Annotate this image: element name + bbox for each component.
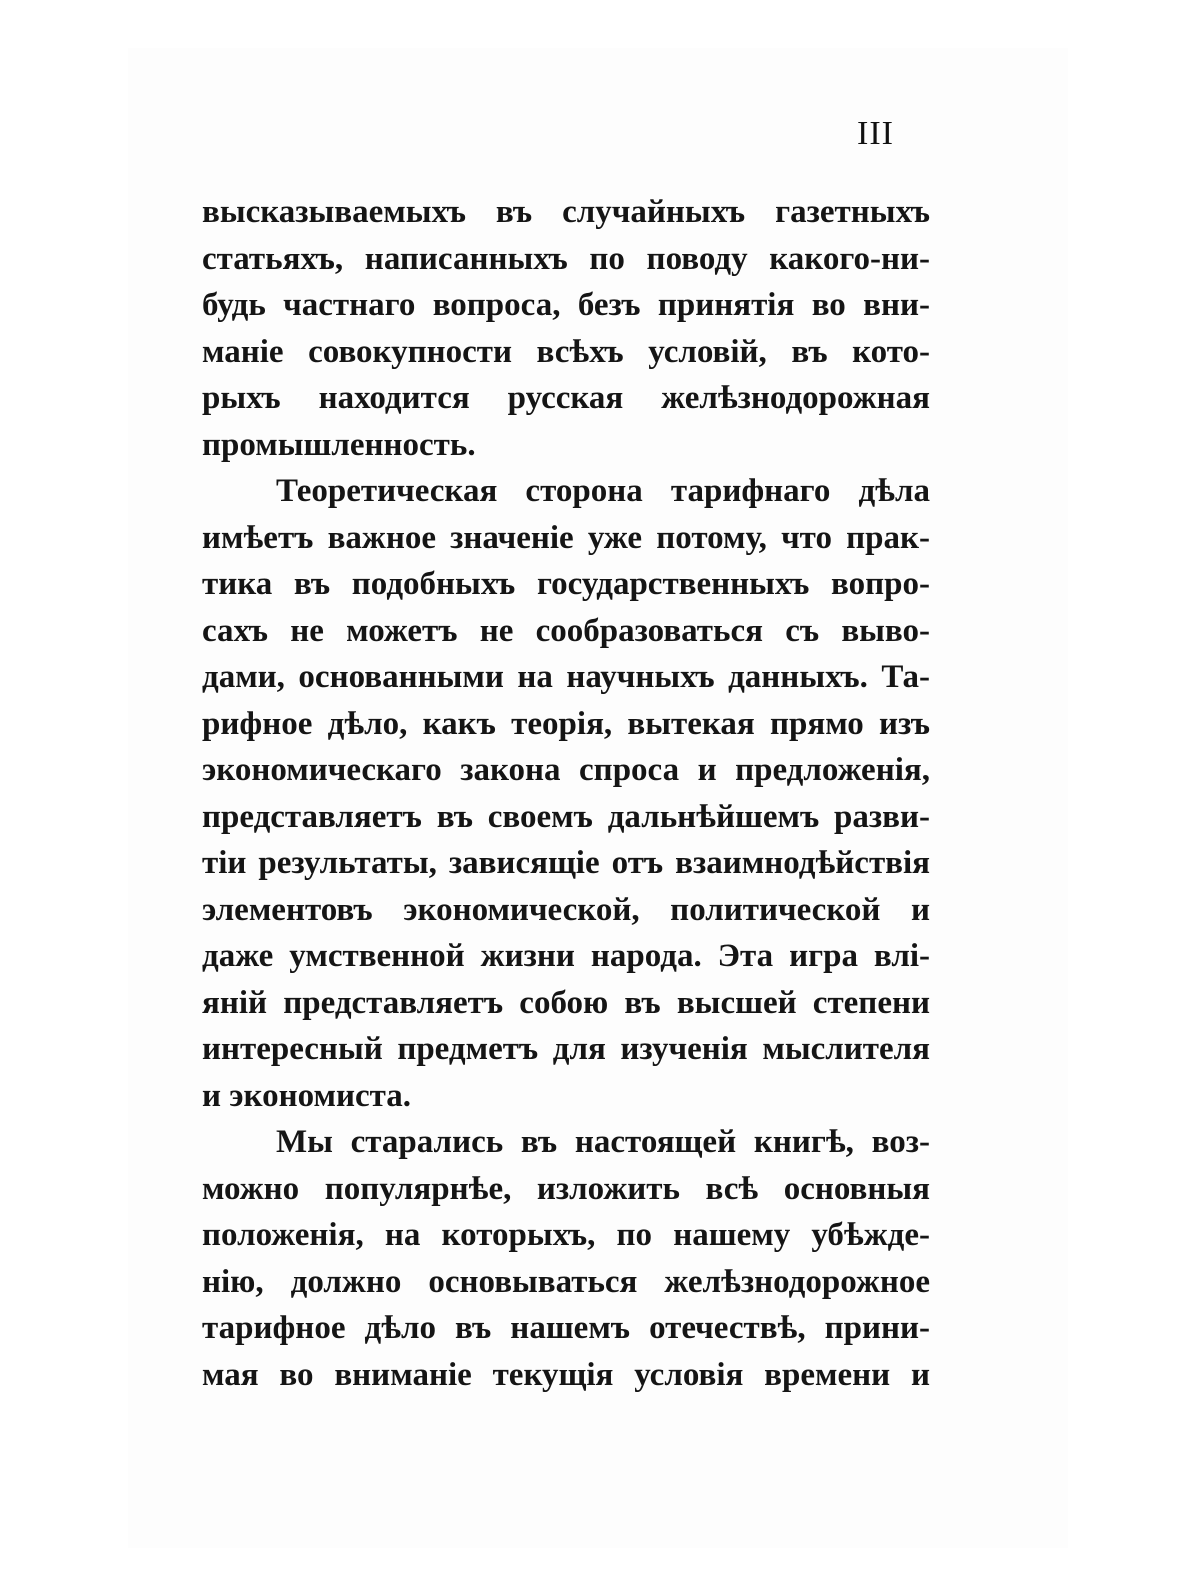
text-line: рыхъ находится русская желѣзнодорожная	[202, 380, 930, 416]
text-line: экономическаго закона спроса и предложенія,	[202, 752, 930, 788]
text-line: Теоретическая сторона тарифнаго дѣла	[276, 473, 930, 509]
text-line: статьяхъ, написанныхъ по поводу какого-ни-	[202, 240, 930, 277]
paragraph-2	[202, 468, 930, 1119]
text-line: яній представляетъ собою въ высшей степени	[202, 984, 930, 1021]
paragraph-3	[202, 1119, 930, 1398]
text-line: нію, должно основываться желѣзнодорожное	[202, 1263, 930, 1300]
text-line: элементовъ экономической, политической и	[202, 891, 930, 928]
text-line: тарифное дѣло въ нашемъ отечествѣ, прини-	[202, 1310, 930, 1346]
text-line: представляетъ въ своемъ дальнѣйшемъ разви-	[202, 798, 930, 835]
text-line: положенія, на которыхъ, по нашему убѣжде-	[202, 1217, 930, 1253]
text-line: рифное дѣло, какъ теорія, вытекая прямо изъ	[202, 705, 930, 742]
text-line: мая во вниманіе текущія условія времени и	[202, 1356, 930, 1393]
paragraph-1	[202, 189, 930, 468]
page-number: III	[857, 115, 894, 152]
text-line: даже умственной жизни народа. Эта игра влі-	[202, 938, 930, 974]
text-body	[202, 189, 930, 1398]
text-line: будь частнаго вопроса, безъ принятія во вни-	[202, 287, 930, 323]
text-line: тіи результаты, зависящіе отъ взаимнодѣйствія	[202, 845, 930, 881]
text-line: маніе совокупности всѣхъ условій, въ кото-	[202, 333, 930, 370]
text-line: интересный предметъ для изученія мыслителя	[202, 1031, 930, 1067]
text-line: и экономиста.	[202, 1077, 411, 1114]
text-line: имѣетъ важное значеніе уже потому, что прак-	[202, 519, 930, 556]
text-line: промышленность.	[202, 426, 476, 463]
text-line: дами, основанными на научныхъ данныхъ. Та-	[202, 659, 930, 695]
text-line: сахъ не можетъ не сообразоваться съ выво-	[202, 612, 930, 649]
text-line: высказываемыхъ въ случайныхъ газетныхъ	[202, 194, 930, 230]
text-line: Мы старались въ настоящей книгѣ, воз-	[276, 1124, 930, 1160]
text-line: тика въ подобныхъ государственныхъ вопро-	[202, 566, 930, 602]
text-line: можно популярнѣе, изложить всѣ основныя	[202, 1170, 930, 1207]
